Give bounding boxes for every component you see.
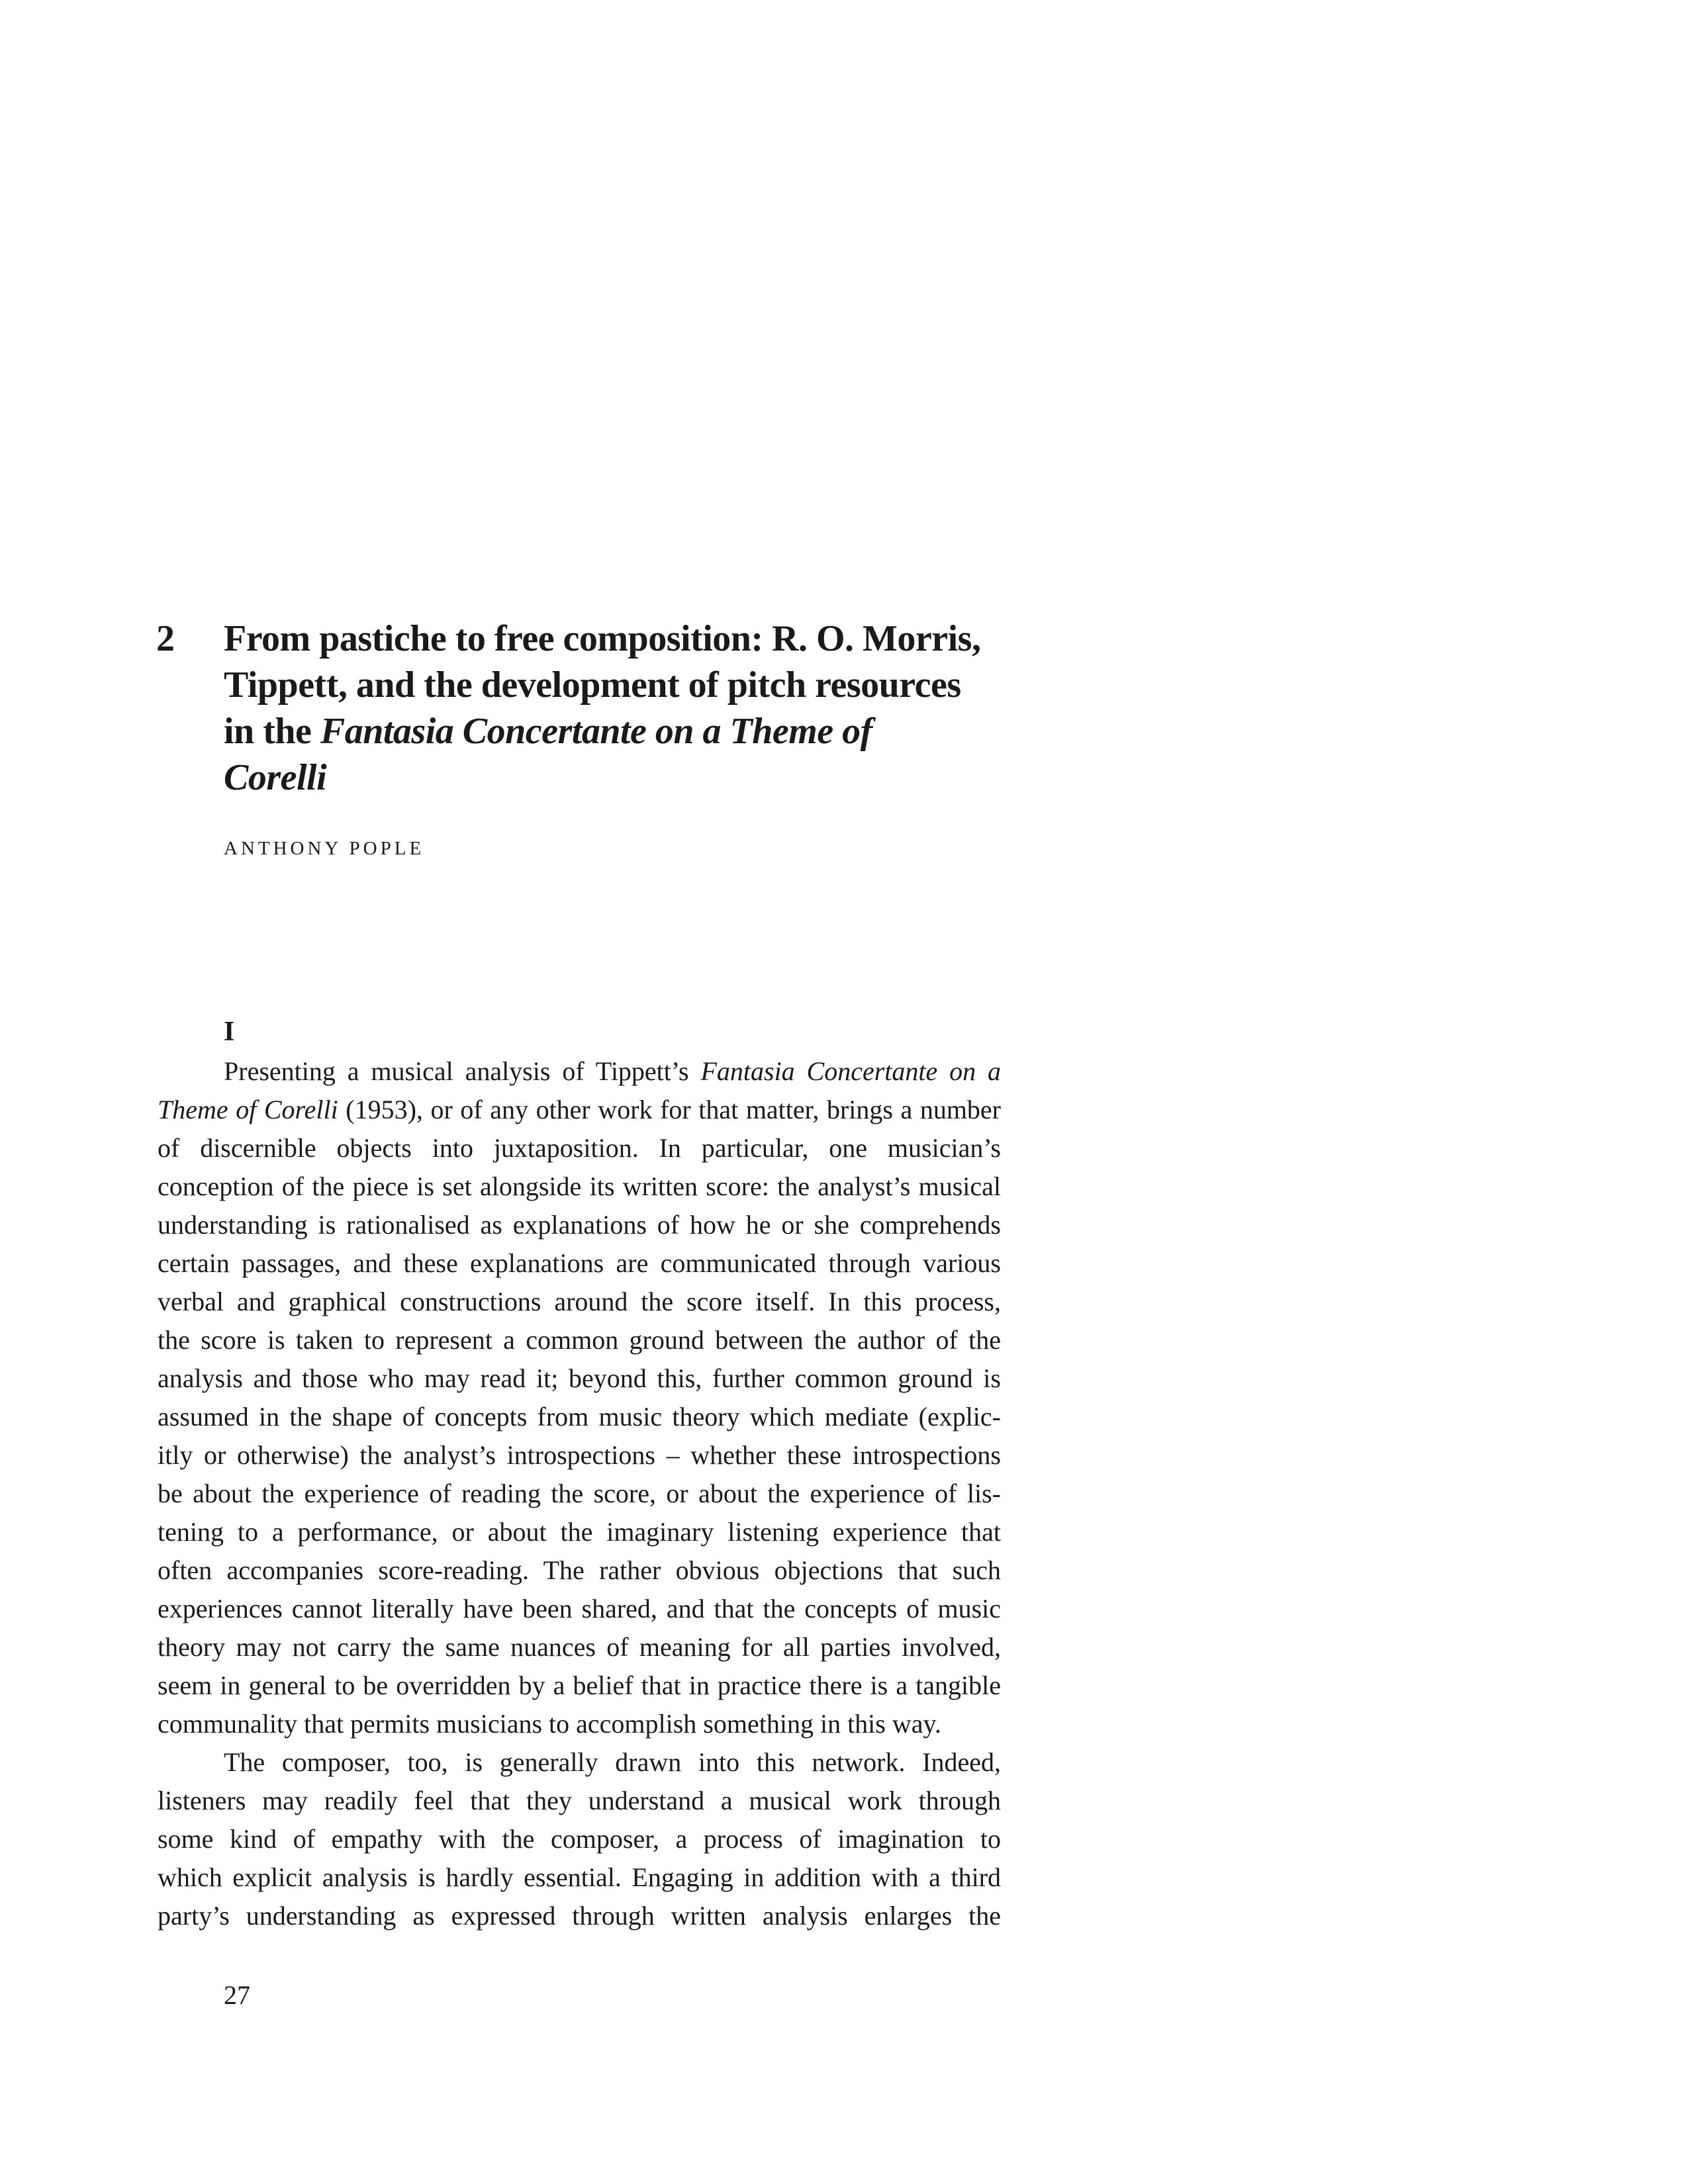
text-line: experiences cannot literally have been shared, and that the concepts of music [158, 1594, 1001, 1623]
text-line: seem in general to be overridden by a belief that in practice there is a tangible [158, 1670, 1001, 1700]
chapter-title-line: From pastiche to free composition: R. O. Morris, [224, 618, 981, 659]
text-line: some kind of empathy with the composer, a process of imagination to [158, 1824, 1001, 1854]
text-line: Theme of Corelli (1953), or of any other work for that matter, brings a number [158, 1095, 1002, 1124]
chapter-title-line [224, 754, 1018, 801]
italic-work-title: Theme of Corelli [158, 1095, 338, 1124]
text-line: itly or otherwise) the analyst’s introspections – whether these introspections [158, 1440, 1001, 1470]
text-line: tening to a performance, or about the imaginary listening experience that [158, 1517, 1001, 1547]
text-line: assumed in the shape of concepts from music theory which mediate (explic- [158, 1402, 1001, 1432]
text-line: certain passages, and these explanations are communicated through various [158, 1248, 1001, 1278]
chapter-number: 2 [156, 618, 175, 659]
body-text [158, 1052, 1001, 1935]
text-line: communality that permits musicians to accomplish something in this way. [158, 1709, 941, 1739]
text-line: party’s understanding as expressed through written analysis enlarges the [158, 1901, 1001, 1931]
chapter-title-line: Tippett, and the development of pitch resources [224, 664, 961, 705]
page-number: 27 [224, 1980, 250, 2010]
text-line: verbal and graphical constructions around the score itself. In this process, [158, 1287, 1001, 1316]
text-line: the score is taken to represent a common ground between the author of the [158, 1325, 1001, 1355]
chapter-title [224, 615, 1018, 801]
chapter-title-line: in the Fantasia Concertante on a Theme of [224, 711, 872, 752]
text-line: conception of the piece is set alongside its written score: the analyst’s musical [158, 1171, 1001, 1201]
text-line: be about the experience of reading the score, or about the experience of lis- [158, 1479, 1001, 1508]
author-name: ANTHONY POPLE [224, 838, 425, 859]
text-line: listeners may readily feel that they understand a musical work through [158, 1786, 1001, 1815]
section-heading: I [224, 1017, 235, 1047]
text-line: Presenting a musical analysis of Tippett’s Fantasia Concertante on a [224, 1056, 1001, 1086]
text-line: theory may not carry the same nuances of meaning for all parties involved, [158, 1632, 1001, 1662]
italic-work-title: Corelli [224, 757, 327, 798]
text-line: often accompanies score-reading. The rather obvious objections that such [158, 1555, 1001, 1585]
italic-work-title: Fantasia Concertante on a [700, 1056, 1001, 1086]
text-line: understanding is rationalised as explanations of how he or she comprehends [158, 1210, 1001, 1240]
text-line: The composer, too, is generally drawn into this network. Indeed, [224, 1747, 1001, 1777]
text-line: analysis and those who may read it; beyond this, further common ground is [158, 1363, 1001, 1393]
text-line: of discernible objects into juxtaposition. In particular, one musician’s [158, 1133, 1001, 1163]
text-line: which explicit analysis is hardly essential. Engaging in addition with a third [158, 1862, 1001, 1892]
italic-work-title: Fantasia Concertante on a Theme of [320, 711, 872, 752]
